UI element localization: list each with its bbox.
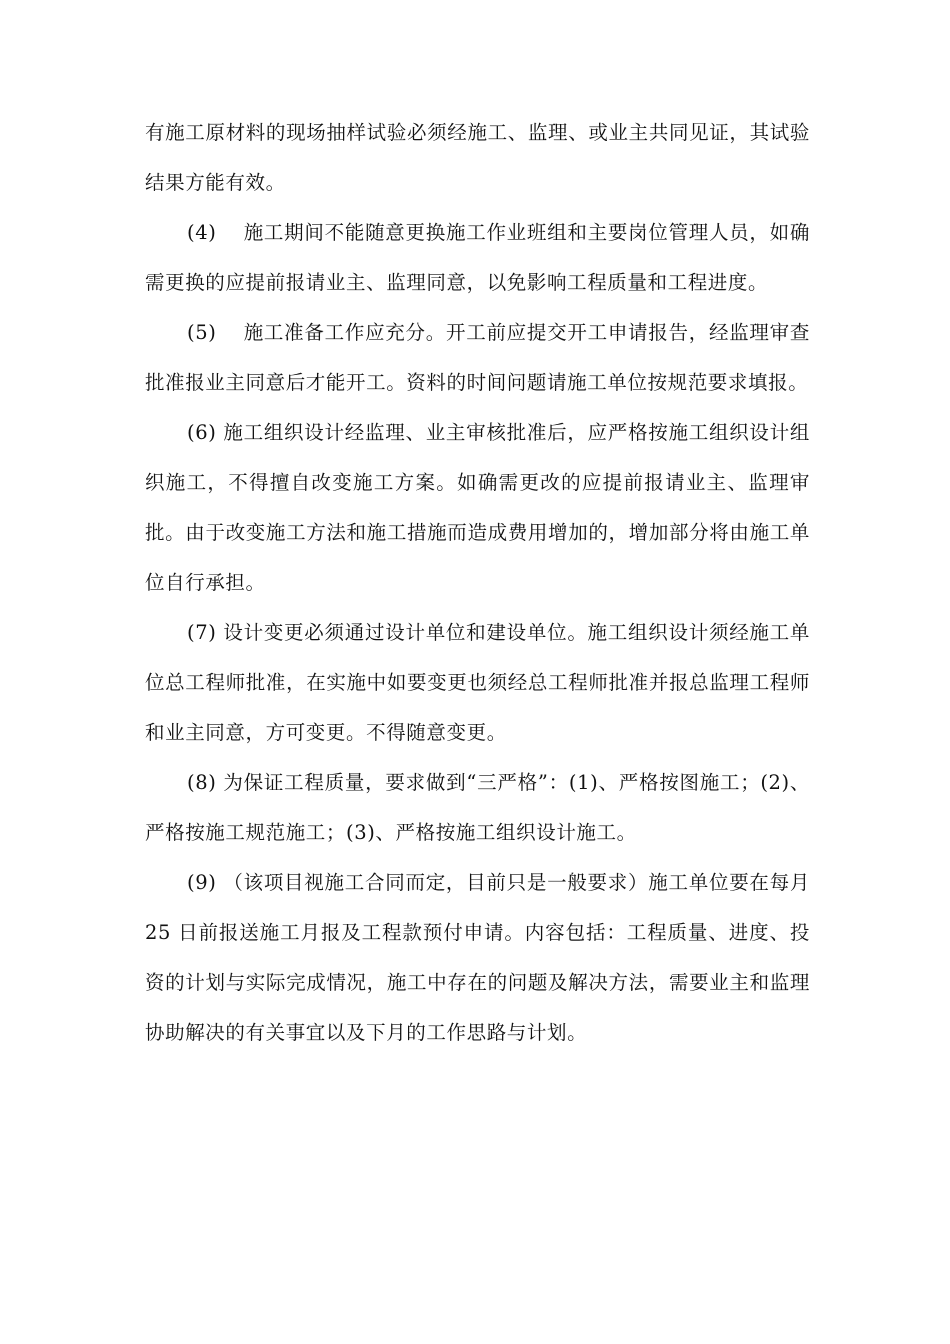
paragraph-item-8: (8) 为保证工程质量，要求做到“三严格”：(1)、严格按图施工；(2)、严格按施工规范施工；(3)、严格按施工组织设计施工。 bbox=[145, 771, 810, 844]
paragraph-item-5: (5) 施工准备工作应充分。开工前应提交开工申请报告，经监理审查批准报业主同意后才能开工。资料的时间问题请施工单位按规范要求填报。 bbox=[145, 321, 810, 394]
paragraph-item-6: (6) 施工组织设计经监理、业主审核批准后，应严格按施工组织设计组织施工，不得擅自改变施工方案。如确需更改的应提前报请业主、监理审批。由于改变施工方法和施工措施而造成费用增加的，增加部分将由施工单位自行承担。 bbox=[145, 421, 810, 594]
paragraph-item-9: (9) （该项目视施工合同而定，目前只是一般要求）施工单位要在每月 25 日前报送施工月报及工程款预付申请。内容包括：工程质量、进度、投资的计划与实际完成情况，施工中存在的问题及解决方法，需要业主和监理协助解决的有关事宜以及下月的工作思路与计划。 bbox=[145, 871, 810, 1044]
paragraph-item-7: (7) 设计变更必须通过设计单位和建设单位。施工组织设计须经施工单位总工程师批准，在实施中如要变更也须经总工程师批准并报总监理工程师和业主同意，方可变更。不得随意变更。 bbox=[145, 621, 810, 744]
paragraph-item-4: (4) 施工期间不能随意更换施工作业班组和主要岗位管理人员，如确需更换的应提前报请业主、监理同意，以免影响工程质量和工程进度。 bbox=[145, 221, 810, 294]
paragraph-continuation: 有施工原材料的现场抽样试验必须经施工、监理、或业主共同见证，其试验结果方能有效。 bbox=[145, 121, 810, 194]
document-body bbox=[145, 108, 810, 1058]
